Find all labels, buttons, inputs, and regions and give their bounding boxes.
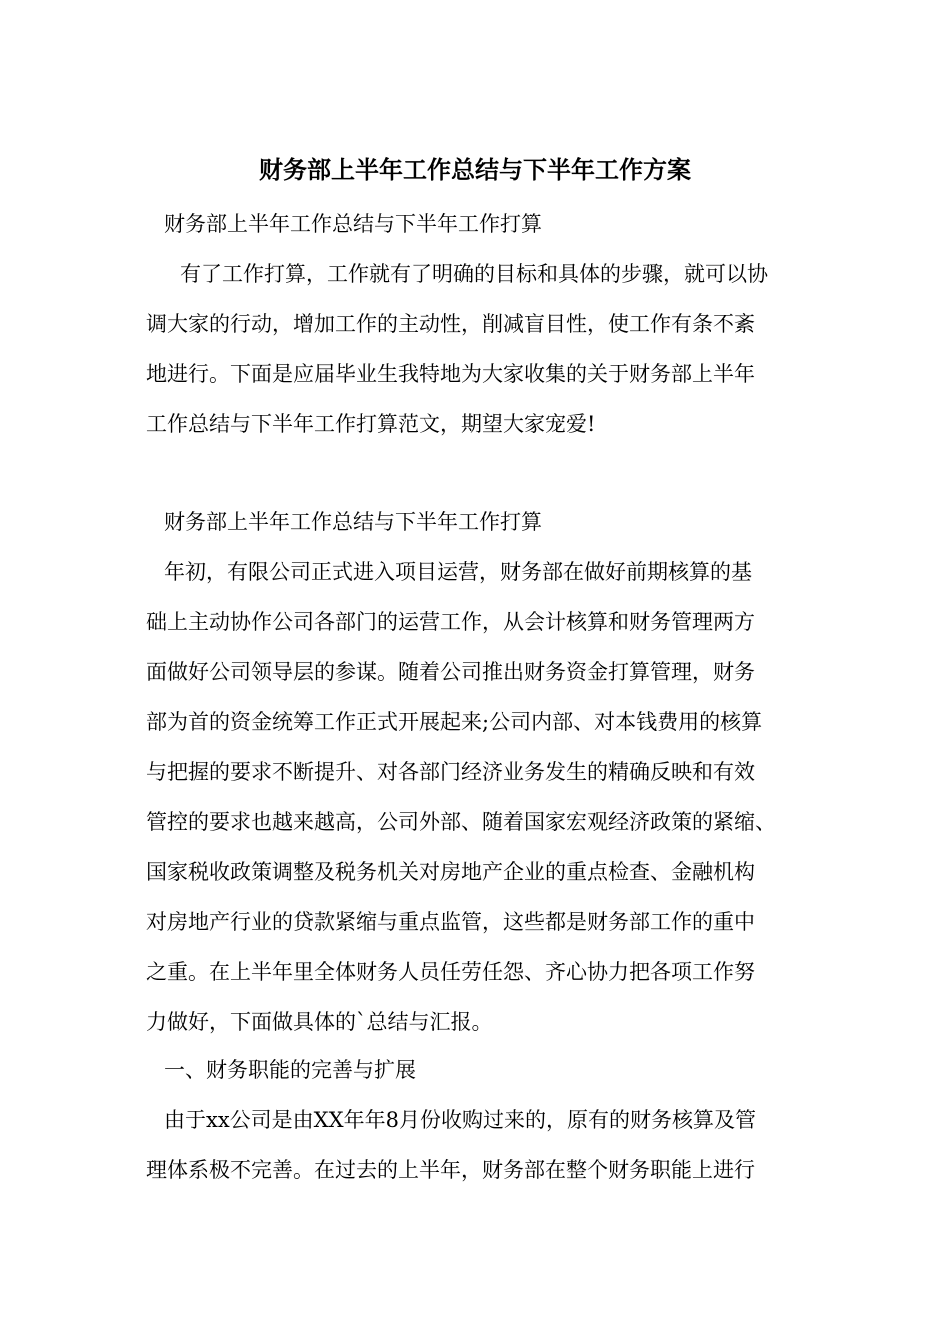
document-title: 财务部上半年工作总结与下半年工作方案 (259, 155, 691, 184)
body-line: 由于xx公司是由XX年年8月份收购过来的，原有的财务核算及管 (164, 1108, 756, 1132)
body-line: 力做好，下面做具体的`总结与汇报。 (146, 1010, 493, 1034)
body-line: 与把握的要求不断提升、对各部门经济业务发生的精确反映和有效 (146, 760, 755, 784)
section-heading-line: 财务部上半年工作总结与下半年工作打算 (164, 510, 542, 534)
subtitle-line: 财务部上半年工作总结与下半年工作打算 (164, 212, 542, 236)
body-line: 对房地产行业的贷款紧缩与重点监管，这些都是财务部工作的重中 (146, 910, 755, 934)
body-line: 国家税收政策调整及税务机关对房地产企业的重点检查、金融机构 (146, 860, 755, 884)
body-line: 础上主动协作公司各部门的运营工作，从会计核算和财务管理两方 (146, 610, 755, 634)
section-heading-line: 一、财务职能的完善与扩展 (164, 1058, 416, 1082)
body-line: 调大家的行动，增加工作的主动性，削减盲目性，使工作有条不紊 (146, 312, 755, 336)
body-line: 理体系极不完善。在过去的上半年，财务部在整个财务职能上进行 (146, 1158, 755, 1182)
body-line: 面做好公司领导层的参谋。随着公司推出财务资金打算管理，财务 (146, 660, 755, 684)
body-line: 工作总结与下半年工作打算范文，期望大家宠爱! (146, 412, 596, 436)
body-line: 地进行。下面是应届毕业生我特地为大家收集的关于财务部上半年 (146, 362, 755, 386)
body-line: 管控的要求也越来越高，公司外部、随着国家宏观经济政策的紧缩、 (146, 810, 776, 834)
body-line: 有了工作打算，工作就有了明确的目标和具体的步骤，就可以协 (180, 262, 768, 286)
body-line: 年初，有限公司正式进入项目运营，财务部在做好前期核算的基 (164, 560, 752, 584)
body-line: 部为首的资金统筹工作正式开展起来;公司内部、对本钱费用的核算 (146, 710, 763, 734)
body-line: 之重。在上半年里全体财务人员任劳任怨、齐心协力把各项工作努 (146, 960, 755, 984)
